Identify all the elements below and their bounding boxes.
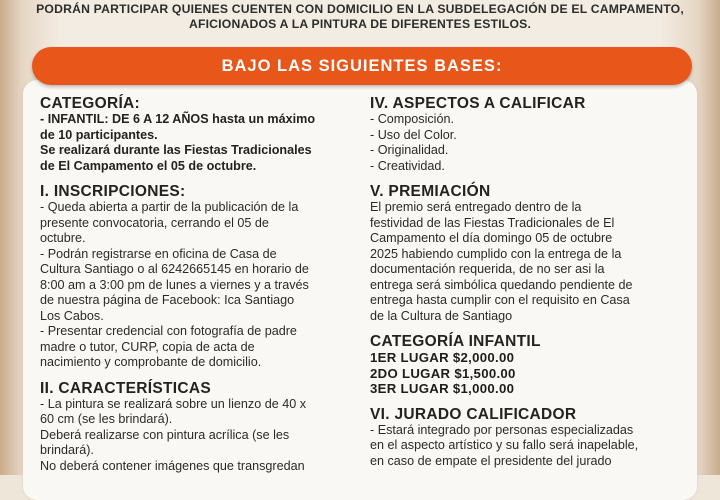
intro-text [0, 2, 720, 32]
premiacion-line: Campamento el día domingo 05 de octubre [370, 231, 613, 245]
caracteristicas-line: Deberá realizarse con pintura acrílica (se les [40, 427, 290, 442]
aspectos-item: - Originalidad. [370, 143, 449, 157]
bases-banner [32, 47, 692, 85]
inscripciones-line: - Podrán registrarse en oficina de Casa de [40, 246, 277, 261]
premiacion-line: documentación requerida, de no ser asi la [370, 262, 605, 276]
inscripciones-line: madre o tutor, CURP, copia de acta de [40, 339, 255, 354]
inscripciones-line: octubre. [40, 231, 86, 245]
inscripciones-line: Cultura Santiago o al 6242665145 en horario de [40, 262, 309, 276]
premiacion-heading: V. PREMIACIÓN [370, 183, 491, 200]
caracteristicas-heading: II. CARACTERÍSTICAS [40, 379, 212, 397]
premiacion-line: de la Cultura de Santiago [370, 308, 513, 323]
caracteristicas-line: No deberá contener imágenes que transgredan [40, 458, 305, 473]
premiacion-line: entrega hasta cumplir con el requisito en Casa [370, 293, 630, 307]
categoria-line: - INFANTIL: DE 6 A 12 AÑOS hasta un máximo [40, 112, 316, 126]
jurado-line: en el aspecto artístico y su fallo será inapelable, [370, 438, 639, 452]
caracteristicas-line: brindará). [40, 443, 94, 457]
inscripciones-line: presente convocatoria, cerrando el 05 de [40, 215, 269, 230]
categoria-line: de El Campamento el 05 de octubre. [40, 158, 257, 173]
jurado-line: en caso de empate el presidente del jurado [370, 453, 612, 468]
categoria-infantil-heading: CATEGORÍA INFANTIL [370, 333, 541, 350]
inscripciones-line: nacimiento y comprobante de domicilio. [40, 355, 262, 369]
intro-line-1: PODRÁN PARTICIPAR QUIENES CUENTEN CON DOMICILIO EN LA SUBDELEGACIÓN DE EL CAMPAMENTO, [36, 2, 684, 16]
banner-label: BAJO LAS SIGUIENTES BASES: [221, 56, 503, 75]
premiacion-line: El premio será entregado dentro de la [370, 200, 582, 214]
prize-first: 1ER LUGAR $2,000.00 [370, 350, 515, 365]
aspectos-heading: IV. ASPECTOS A CALIFICAR [370, 95, 586, 112]
jurado-line: - Estará integrado por personas especializadas [370, 422, 634, 437]
categoria-heading: CATEGORÍA: [40, 95, 141, 112]
inscripciones-line: de nuestra página de Facebook: Ica Santiago [40, 293, 295, 307]
jurado-heading: VI. JURADO CALIFICADOR [370, 405, 577, 423]
aspectos-item: - Creatividad. [370, 158, 445, 173]
prize-third: 3ER LUGAR $1,000.00 [370, 381, 515, 396]
inscripciones-heading: I. INSCRIPCIONES: [40, 183, 186, 200]
aspectos-item: - Composición. [370, 112, 454, 126]
prize-second: 2DO LUGAR $1,500.00 [370, 365, 516, 381]
intro-line-2: AFICIONADOS A LA PINTURA DE DIFERENTES ESTILOS. [188, 17, 532, 31]
inscripciones-line: - Queda abierta a partir de la publicación de la [40, 200, 299, 214]
premiacion-line: 2025 habiendo cumplido con la entrega de la [370, 246, 622, 261]
categoria-line: de 10 participantes. [40, 127, 158, 142]
inscripciones-line: - Presentar credencial con fotografía de padre [40, 324, 297, 338]
inscripciones-line: Los Cabos. [40, 308, 104, 323]
premiacion-line: entrega será simbólica quedando pendiente de [370, 277, 633, 292]
right-column [370, 95, 682, 469]
caracteristicas-line: 60 cm (se les brindará). [40, 412, 173, 426]
left-column [40, 95, 353, 474]
aspectos-item: - Uso del Color. [370, 127, 457, 142]
inscripciones-line: 8:00 am a 3:00 pm de lunes a viernes y a través [40, 277, 309, 292]
categoria-line: Se realizará durante las Fiestas Tradicionales [40, 143, 312, 157]
caracteristicas-line: - La pintura se realizará sobre un lienzo de 40 x [40, 396, 307, 411]
premiacion-line: festividad de las Fiestas Tradicionales de El [370, 215, 615, 230]
